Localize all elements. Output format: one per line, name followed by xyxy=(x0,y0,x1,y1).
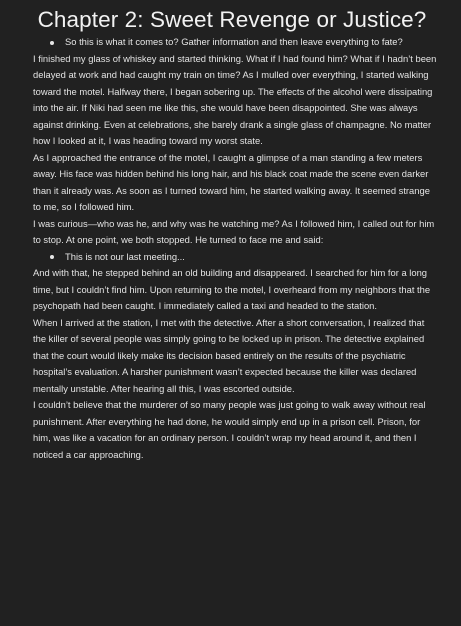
paragraph: I couldn’t believe that the murderer of so many people was just going to walk away without real punishment. After everything he had done, he would simply end up in a prison cell. Prison, for him, was like a vacation for an ordinary person. I couldn’t wrap my head around it, and then I noticed a car approaching. xyxy=(33,399,426,460)
bullet-item: This is not our last meeting... xyxy=(33,249,439,266)
bullet-list xyxy=(33,249,439,266)
paragraph: When I arrived at the station, I met with the detective. After a short conversation, I realized that the killer of several people was simply going to be locked up in prison. The detective explained that the court would likely make its decision based entirely on the results of the psychiatric hospital’s evaluation. A harsher punishment wasn’t expected because the killer was declared mentally unstable. After hearing all this, I was escorted outside. xyxy=(33,316,425,394)
paragraph: I was curious—who was he, and why was he watching me? As I followed him, I called out for him to stop. At one point, we both stopped. He turned to face me and said: xyxy=(33,217,435,245)
paragraph: As I approached the entrance of the motel, I caught a glimpse of a man standing a few meters away. His face was hidden behind his long hair, and his black coat made the scene even darker than it already was. As soon as I turned toward him, he started walking away. It seemed strange to me, so I followed him. xyxy=(33,151,430,212)
paragraph: I finished my glass of whiskey and started thinking. What if I had found him? What if I hadn’t been delayed at work and had caught my train on time? As I mulled over everything, I started walking toward the motel. Halfway there, I began sobering up. The effects of the alcohol were dissipating into the air. If Niki had seen me like this, she would have been disappointed. She was always against drinking. Even at celebrations, she barely drank a single glass of champagne. No matter how I looked at it, I was heading toward my worst state. xyxy=(33,52,437,146)
chapter-title: Chapter 2: Sweet Revenge or Justice? xyxy=(37,7,427,32)
paragraph: And with that, he stepped behind an old building and disappeared. I searched for him for a long time, but I couldn’t find him. Upon returning to the motel, I overheard from my neighbors that the psychopath had been caught. I immediately called a taxi and headed to the station. xyxy=(33,267,431,311)
bullet-item: So this is what it comes to? Gather information and then leave everything to fate? xyxy=(33,34,439,51)
bullet-list xyxy=(33,34,439,51)
